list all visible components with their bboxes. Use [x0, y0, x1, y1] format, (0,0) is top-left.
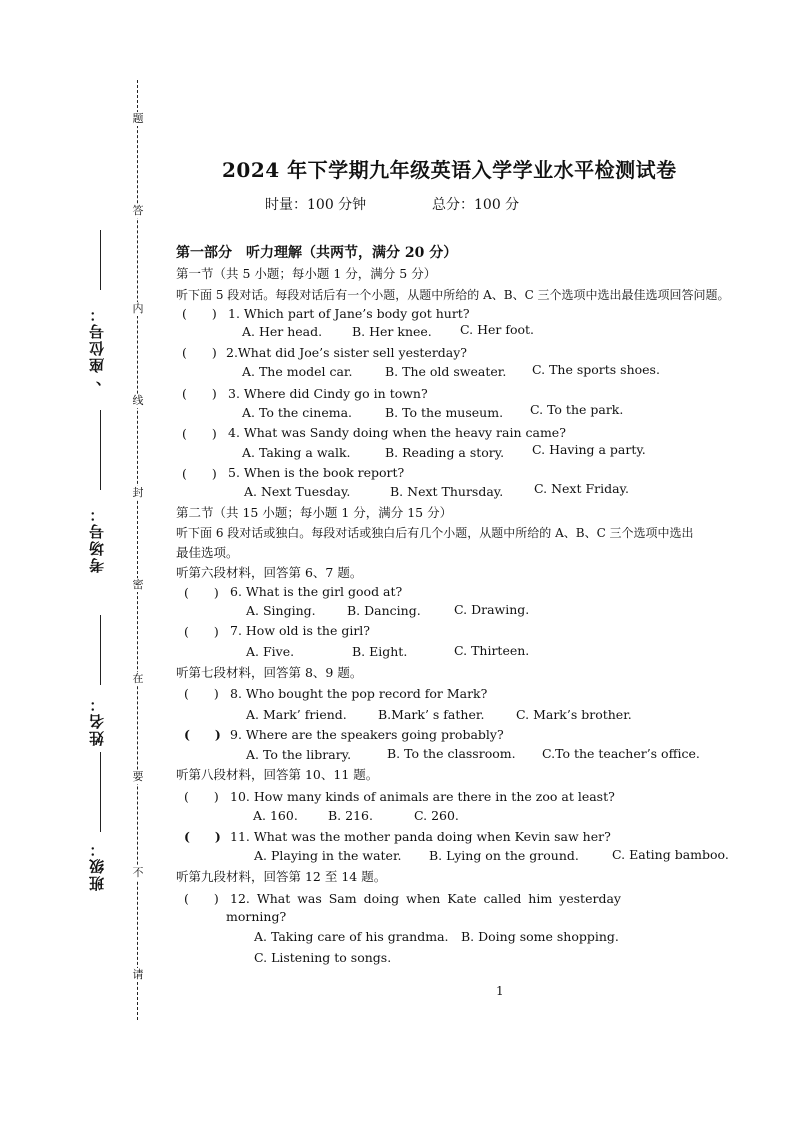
option-a: A. Taking a walk. — [242, 445, 351, 460]
answer-blank[interactable]: ( ) — [184, 624, 219, 639]
answer-blank[interactable]: ( ) — [184, 585, 219, 600]
seal-char: 在 — [130, 672, 146, 686]
answer-blank[interactable]: ( ) — [184, 829, 221, 844]
class-line — [100, 752, 101, 832]
option-b: B. To the museum. — [385, 405, 504, 420]
seat-number-label: 座位号： — [88, 305, 106, 373]
page-number: 1 — [496, 984, 504, 998]
option-a: A. The model car. — [242, 364, 353, 379]
question-stem: 11. What was the mother panda doing when Kevin saw her? — [230, 829, 611, 844]
option-b: B. To the classroom. — [387, 746, 516, 761]
question-stem: 9. Where are the speakers going probably? — [230, 727, 504, 742]
answer-blank[interactable]: ( ) — [184, 686, 219, 701]
answer-blank[interactable]: ( ) — [182, 466, 217, 481]
seal-char: 密 — [130, 578, 146, 592]
seal-char: 内 — [130, 302, 146, 316]
section-title: 第一节（共 5 小题；每小题 1 分，满分 5 分） — [176, 266, 437, 281]
section-instruction: 最佳选项。 — [176, 545, 239, 560]
option-a: A. Playing in the water. — [254, 848, 402, 863]
exam-room-label: 考场号： — [88, 505, 106, 573]
option-a: A. Next Tuesday. — [244, 484, 351, 499]
question-stem: 10. How many kinds of animals are there in the zoo at least? — [230, 789, 615, 804]
option-b: B. 216. — [328, 808, 373, 823]
option-a: A. Singing. — [246, 603, 316, 618]
question-stem: 12. What was Sam doing when Kate called him yesterday — [230, 891, 621, 906]
answer-blank[interactable]: ( ) — [184, 727, 221, 742]
seal-char: 线 — [130, 394, 146, 408]
option-b: B. Reading a story. — [385, 445, 505, 460]
answer-blank[interactable]: ( ) — [184, 891, 219, 906]
listening-group-heading: 听第六段材料，回答第 6、7 题。 — [176, 565, 363, 580]
name-line — [100, 615, 101, 685]
answer-blank[interactable]: ( ) — [182, 345, 217, 360]
separator-mark: 、 — [96, 370, 112, 388]
exam-room-line — [100, 410, 101, 490]
seal-char: 请 — [130, 968, 146, 982]
option-c: C. Mark’s brother. — [516, 707, 632, 722]
section-instruction: 听下面 5 段对话。每段对话后有一个小题，从题中所给的 A、B、C 三个选项中选出最佳选项回答问题。 — [176, 288, 730, 302]
option-a: A. Five. — [246, 644, 295, 659]
option-c: C. Drawing. — [454, 602, 530, 617]
seat-number-line — [100, 230, 101, 290]
question-stem: 1. Which part of Jane’s body got hurt? — [228, 306, 470, 321]
seal-char: 要 — [130, 770, 146, 784]
question-stem: 5. When is the book report? — [228, 465, 405, 480]
option-b: B. The old sweater. — [385, 364, 507, 379]
option-c: C. The sports shoes. — [532, 362, 660, 377]
class-label: 班级： — [88, 840, 106, 891]
option-c: C. Eating bamboo. — [612, 847, 729, 862]
question-stem: 6. What is the girl good at? — [230, 584, 403, 599]
option-b: B. Eight. — [352, 644, 408, 659]
section-title: 第二节（共 15 小题；每小题 1 分，满分 15 分） — [176, 505, 453, 520]
seal-char: 封 — [130, 486, 146, 500]
option-c: C.To the teacher’s office. — [542, 746, 700, 761]
name-label: 姓名： — [88, 695, 106, 746]
option-c: C. Having a party. — [532, 442, 646, 457]
exam-title: 2024 年下学期九年级英语入学学业水平检测试卷 — [222, 158, 677, 182]
option-b: B. Dancing. — [347, 603, 421, 618]
option-b: B. Next Thursday. — [390, 484, 504, 499]
option-b: B. Her knee. — [352, 324, 432, 339]
option-c: C. Thirteen. — [454, 643, 530, 658]
seal-char: 答 — [130, 204, 146, 218]
question-stem: 4. What was Sandy doing when the heavy rain came? — [228, 425, 566, 440]
question-stem: 8. Who bought the pop record for Mark? — [230, 686, 488, 701]
option-a: A. 160. — [253, 808, 298, 823]
option-c: C. Listening to songs. — [254, 950, 392, 965]
option-c: C. 260. — [414, 808, 459, 823]
listening-group-heading: 听第八段材料，回答第 10、11 题。 — [176, 767, 379, 782]
option-a: A. To the library. — [246, 747, 352, 762]
seal-char: 不 — [130, 866, 146, 880]
answer-blank[interactable]: ( ) — [182, 386, 217, 401]
option-a: A. To the cinema. — [242, 405, 353, 420]
question-stem: 3. Where did Cindy go in town? — [228, 386, 428, 401]
option-c: C. Next Friday. — [534, 481, 629, 496]
option-a: A. Mark’ friend. — [246, 707, 347, 722]
option-c: C. To the park. — [530, 402, 624, 417]
question-stem-continued: morning? — [226, 909, 287, 924]
listening-group-heading: 听第九段材料，回答第 12 至 14 题。 — [176, 869, 387, 884]
option-b: B. Doing some shopping. — [461, 929, 619, 944]
question-stem: 7. How old is the girl? — [230, 623, 371, 638]
option-c: C. Her foot. — [460, 322, 534, 337]
seal-char: 题 — [130, 112, 146, 126]
option-b: B. Lying on the ground. — [429, 848, 579, 863]
exam-total-score: 总分：100 分 — [432, 197, 520, 213]
answer-blank[interactable]: ( ) — [182, 426, 217, 441]
section-instruction: 听下面 6 段对话或独白。每段对话或独白后有几个小题，从题中所给的 A、B、C 三个选项中选出 — [176, 526, 694, 540]
listening-group-heading: 听第七段材料，回答第 8、9 题。 — [176, 665, 363, 680]
option-a: A. Her head. — [242, 324, 323, 339]
answer-blank[interactable]: ( ) — [184, 789, 219, 804]
part-title: 第一部分 听力理解（共两节，满分 20 分） — [176, 245, 458, 261]
question-stem: 2.What did Joe’s sister sell yesterday? — [226, 345, 468, 360]
option-b: B.Mark’ s father. — [378, 707, 485, 722]
answer-blank[interactable]: ( ) — [182, 306, 217, 321]
option-a: A. Taking care of his grandma. — [254, 929, 449, 944]
exam-duration: 时量：100 分钟 — [265, 197, 367, 213]
